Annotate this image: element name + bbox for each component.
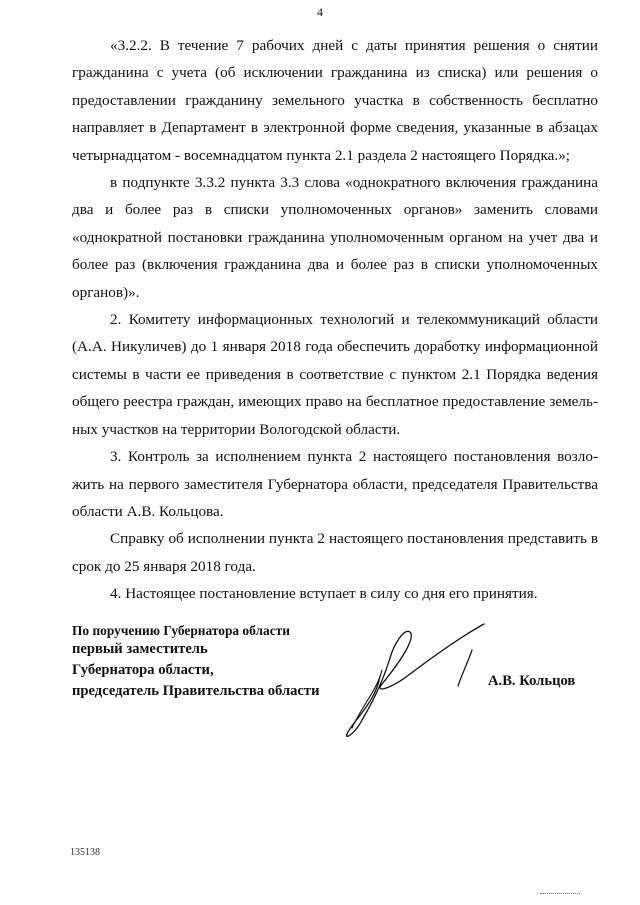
handwritten-signature bbox=[322, 610, 492, 740]
signatory-position-1: первый заместитель bbox=[72, 641, 208, 657]
paragraph-item-3: 3. Контроль за исполнением пункта 2 настоящего постановления возложить на первого заместителя Губернатора области, председателя Правительства области А.В. Кольцова. bbox=[72, 448, 598, 520]
signatory-position-2: Губернатора области, bbox=[72, 662, 214, 678]
paragraph-item-2: 2. Комитету информационных технологий и телекоммуникаций области (А.А. Никуличев) до 1 января 2018 года обеспечить доработку информационной системы в части ее приведения в соответствие с пунктом 2.1 Порядка ведения общего реестра граждан, имеющих право на бесплатное предоставление земельных участков на территории Вологодской области. bbox=[72, 311, 598, 438]
signatory-authority: По поручению Губернатора области bbox=[72, 623, 290, 638]
signatory-name: А.В. Кольцов bbox=[488, 673, 576, 689]
signatory-title-block bbox=[72, 622, 319, 702]
paragraph-subpoint-3-3-2: в подпункте 3.3.2 пункта 3.3 слова «однократного включения гражданина два и более раз в списки уполномоченных органов» заменить словами «однократной постановки гражданина уполномоченным органом на учет два и более раз (включения гражданина два и более раз в списки уполномоченных органов)». bbox=[72, 174, 598, 301]
document-code: 135138 bbox=[70, 847, 100, 858]
scan-mark bbox=[540, 893, 580, 894]
page-number: 4 bbox=[317, 5, 323, 19]
paragraph-report: Справку об исполнении пункта 2 настоящего постановления представить в срок до 25 января 2018 года. bbox=[72, 530, 598, 575]
paragraph-3-2-2: «3.2.2. В течение 7 рабочих дней с даты принятия решения о снятии гражданина с учета (об исключении гражданина из списка) или решения о предоставлении гражданину земельного участка в собственность бесплатно направляет в Департамент в электронной форме сведения, указанные в абзацах четырнадцатом - восемнадцатом пункта 2.1 раздела 2 настоящего Порядка.»; bbox=[72, 37, 598, 164]
document-body bbox=[72, 32, 598, 608]
signatory-position-3: председатель Правительства области bbox=[72, 683, 320, 699]
paragraph-item-4: 4. Настоящее постановление вступает в силу со дня его принятия. bbox=[110, 585, 538, 603]
